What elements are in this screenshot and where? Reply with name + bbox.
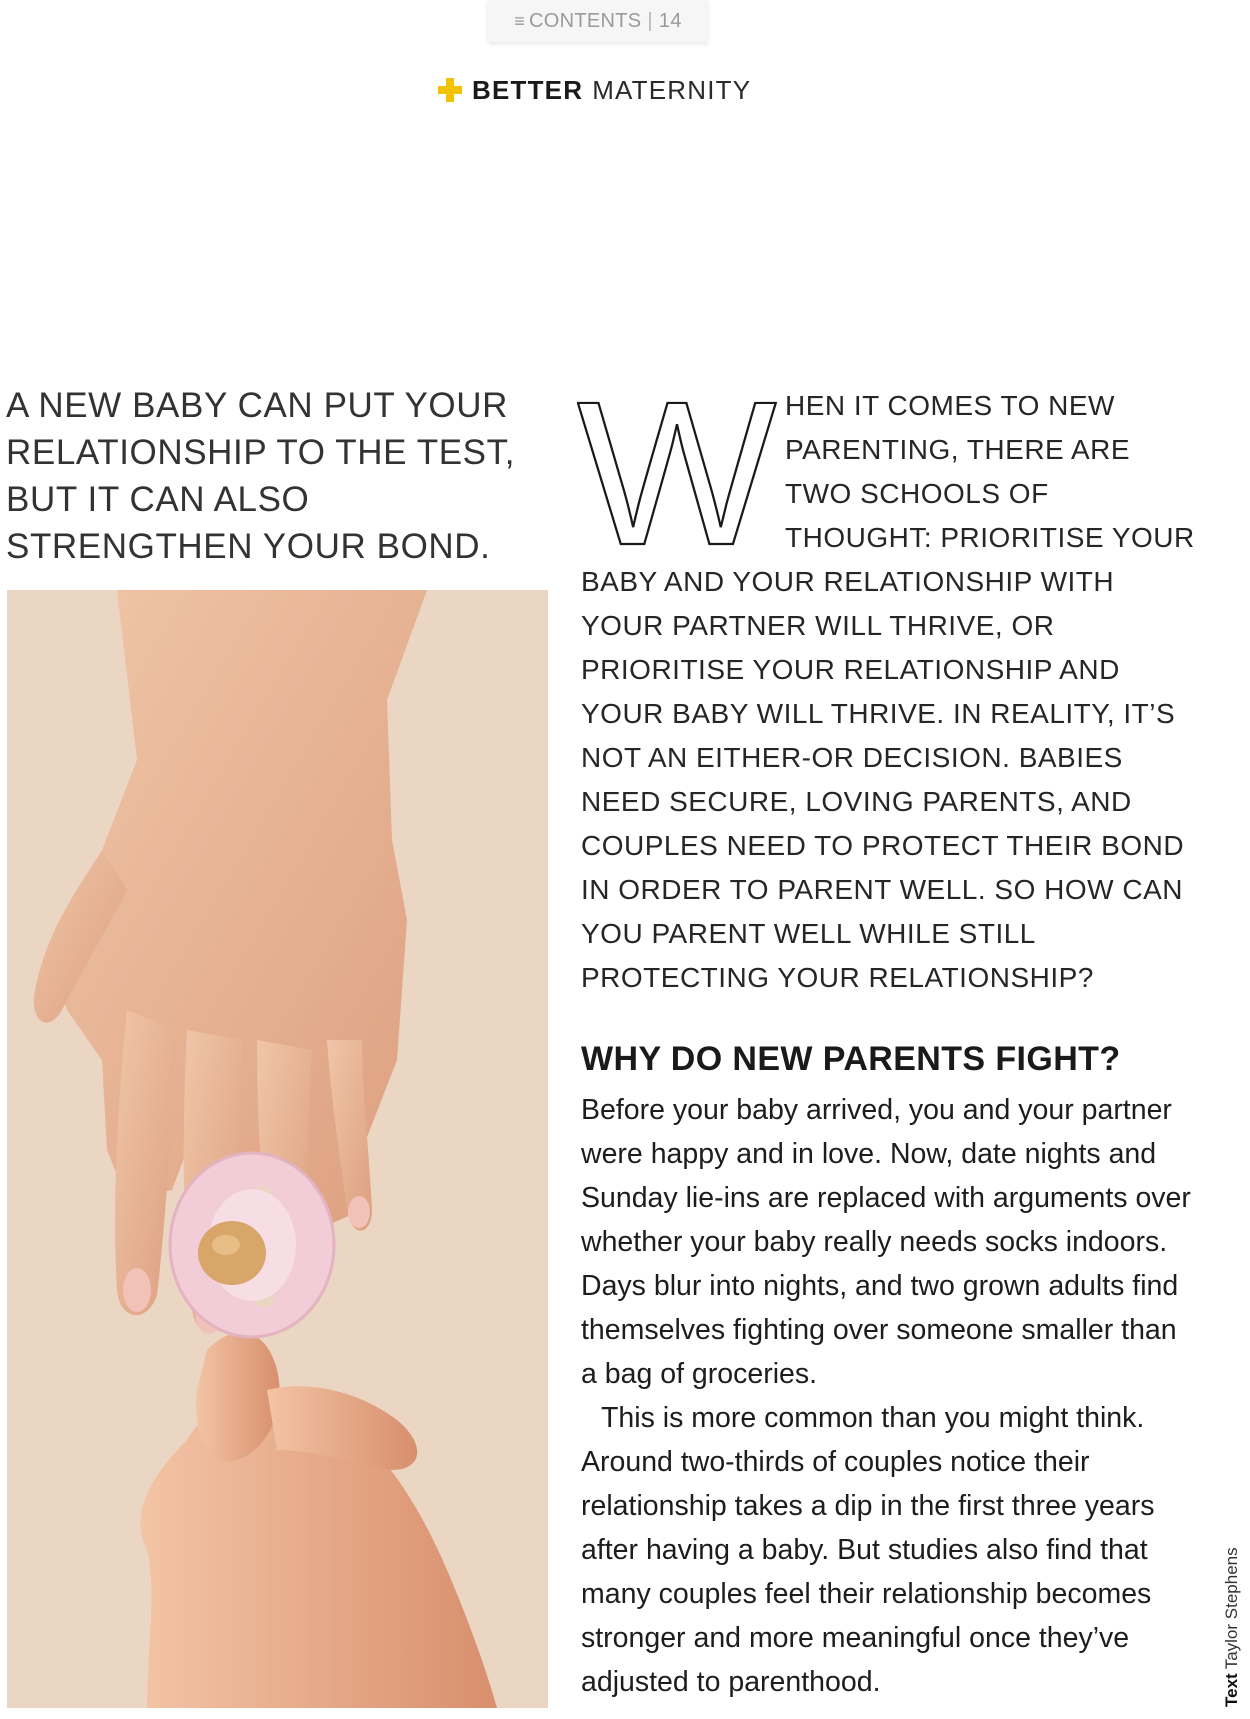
separator: |: [647, 9, 653, 32]
article-body: [581, 1088, 1196, 1704]
credit-author: Taylor Stephens: [1222, 1547, 1241, 1670]
hands-pacifier-illustration: [7, 590, 548, 1708]
drop-cap: [577, 384, 777, 554]
contents-nav-button[interactable]: [488, 0, 708, 42]
hamburger-icon: ≡: [514, 10, 526, 31]
brand-light: MATERNITY: [592, 74, 752, 105]
contents-label: CONTENTS: [529, 9, 642, 32]
lead-text: HEN IT COMES TO NEW PARENTING, THERE ARE TWO SCHOOLS OF THOUGHT: PRIORITISE YOUR BABY AND YOUR RELATIONSHIP WITH YOUR PARTNER WILL THRIVE, OR PRIORITISE YOUR RELATIONSHIP AND YOUR BABY WILL THRIVE. IN REALITY, IT’S NOT AN EITHER-OR DECISION. BABIES NEED SECURE, LOVING PARENTS, AND COUPLES NEED TO PROTECT THEIR BOND IN ORDER TO PARENT WELL. SO HOW CAN YOU PARENT WELL WHILE STILL PROTECTING YOUR RELATIONSHIP?: [581, 390, 1195, 993]
pacifier: [170, 1153, 334, 1337]
author-credit: [1222, 1547, 1242, 1707]
hero-photo: [7, 590, 548, 1708]
body-paragraph: This is more common than you might think. Around two-thirds of couples notice their relationship takes a dip in the first three years after having a baby. But studies also find that many couples feel their relationship becomes stronger and more meaningful once they’ve adjusted to parenthood.: [581, 1402, 1155, 1698]
plus-icon: [438, 78, 462, 102]
intro-standfirst: A NEW BABY CAN PUT YOUR RELATIONSHIP TO THE TEST, BUT IT CAN ALSO STRENGTHEN YOUR BOND.: [6, 386, 516, 566]
section-brand: [438, 72, 751, 108]
credit-label: Text: [1222, 1673, 1241, 1707]
page-number: 14: [658, 9, 682, 32]
brand-bold: BETTER: [472, 74, 584, 105]
lead-paragraph: [577, 384, 1196, 1000]
section-heading: WHY DO NEW PARENTS FIGHT?: [581, 1040, 1121, 1078]
drop-cap-letter: W: [577, 384, 777, 554]
body-paragraph: Before your baby arrived, you and your partner were happy and in love. Now, date nights and Sunday lie-ins are replaced with arguments over whether your baby really needs socks indoors. Days blur into nights, and two grown adults find themselves fighting over someone smaller than a bag of groceries.: [581, 1094, 1191, 1390]
